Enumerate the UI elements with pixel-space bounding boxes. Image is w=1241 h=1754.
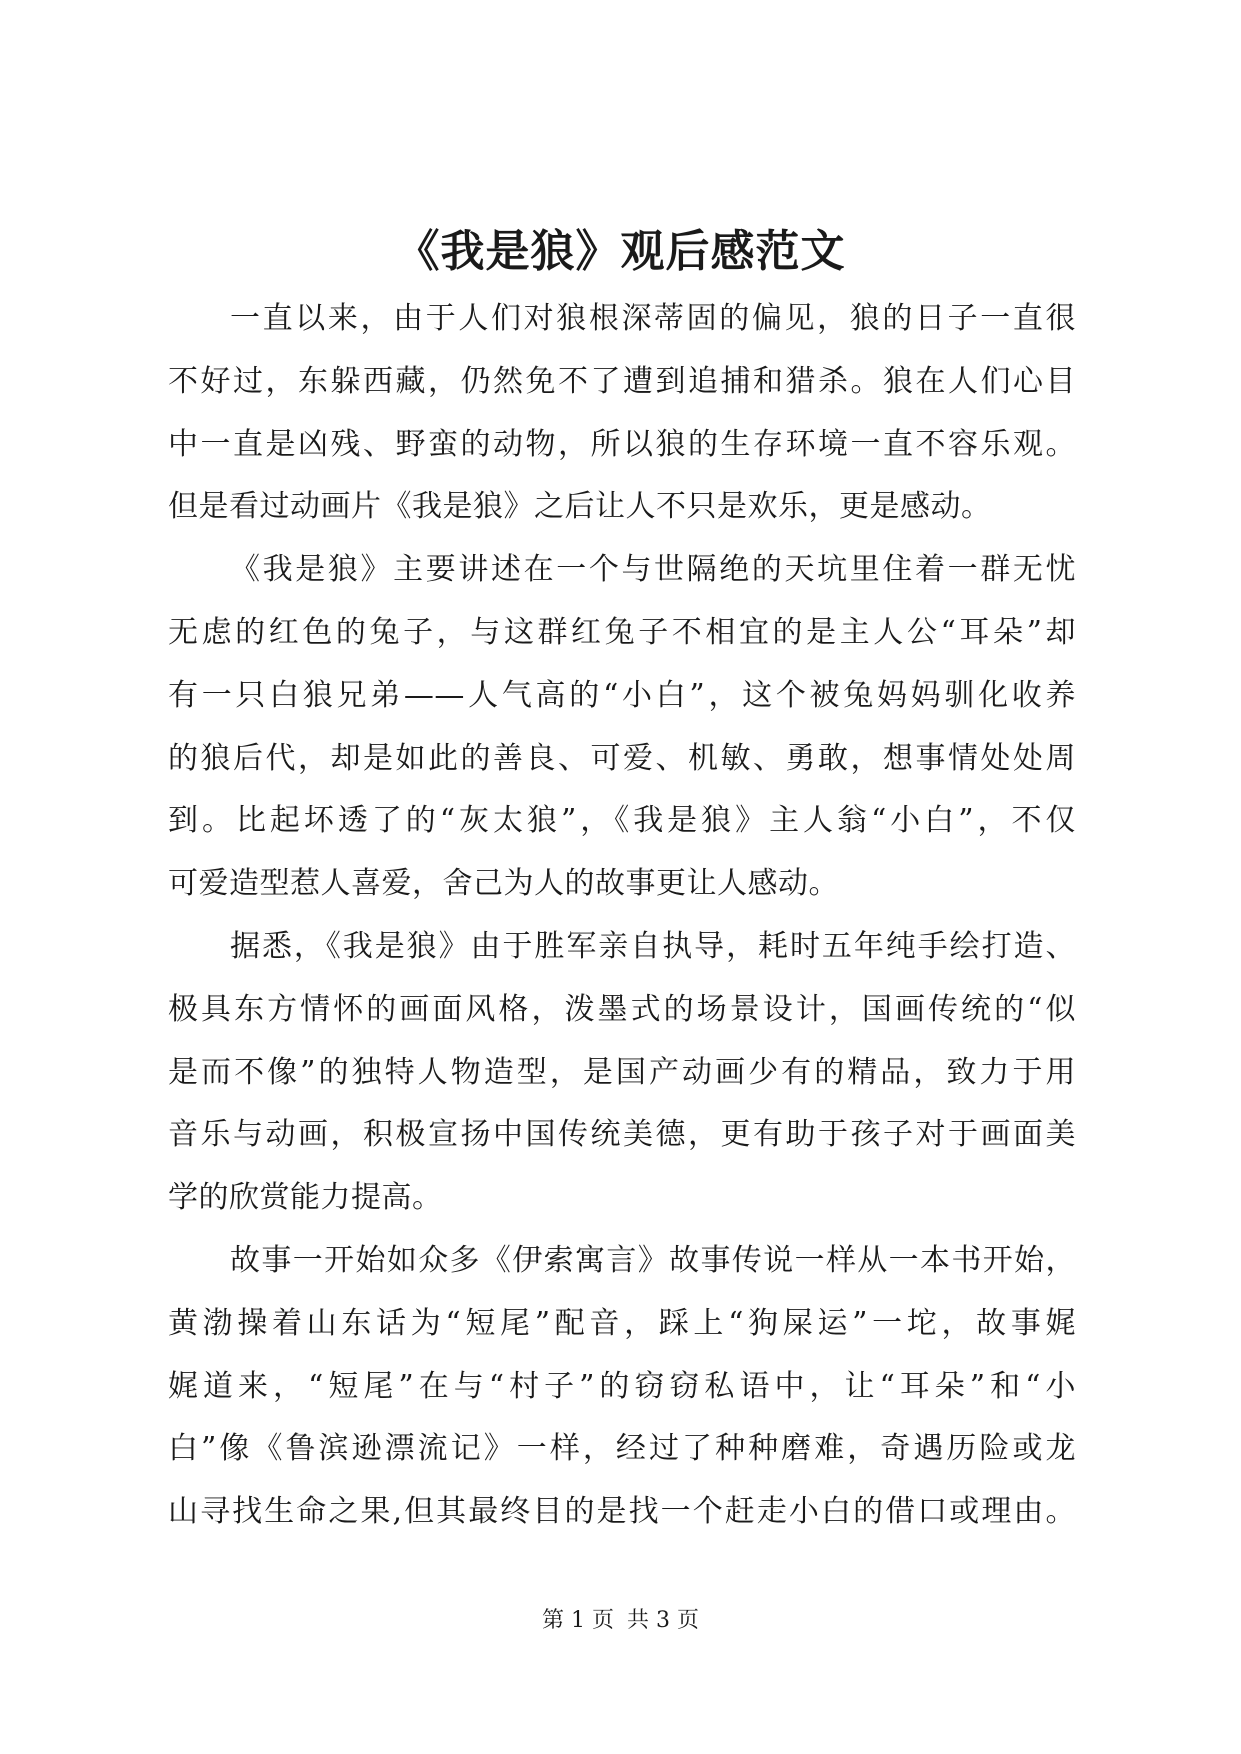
text-line: 《我是狼》主要讲述在一个与世隔绝的天坑里住着一群无忧 [230, 552, 1076, 588]
text-line: 音乐与动画，积极宣扬中国传统美德，更有助于孩子对于画面美 [168, 1117, 1076, 1153]
text-line: 可爱造型惹人喜爱，舍己为人的故事更让人感动。 [168, 866, 839, 902]
document-title: 《我是狼》观后感范文 [395, 226, 846, 277]
text-line: 黄渤操着山东话为“短尾”配音，踩上“狗屎运”一坨，故事娓 [168, 1305, 1076, 1341]
page-number: 第 1 页 [542, 1608, 614, 1633]
text-line: 山寻找生命之果,但其最终目的是找一个赶走小白的借口或理由。 [168, 1494, 1076, 1530]
text-line: 无虑的红色的兔子，与这群红兔子不相宜的是主人公“耳朵”却 [168, 614, 1076, 650]
text-line: 是而不像”的独特人物造型，是国产动画少有的精品，致力于用 [168, 1054, 1076, 1090]
document-body [168, 288, 1076, 1544]
text-line: 中一直是凶残、野蛮的动物，所以狼的生存环境一直不容乐观。 [168, 426, 1076, 462]
text-line: 有一只白狼兄弟——人气高的“小白”，这个被兔妈妈驯化收养 [168, 677, 1076, 713]
text-line: 到。比起坏透了的“灰太狼”，《我是狼》主人翁“小白”，不仅 [168, 803, 1076, 839]
paragraph [168, 916, 1076, 1230]
page-total: 共 3 页 [627, 1608, 699, 1633]
text-line: 的狼后代，却是如此的善良、可爱、机敏、勇敢，想事情处处周 [168, 740, 1076, 776]
text-line: 极具东方情怀的画面风格，泼墨式的场景设计，国画传统的“似 [168, 991, 1076, 1027]
paragraph [168, 539, 1076, 916]
text-line: 娓道来，“短尾”在与“村子”的窃窃私语中，让“耳朵”和“小 [168, 1368, 1076, 1404]
page-footer [0, 1606, 1241, 1636]
text-line: 据悉，《我是狼》由于胜军亲自执导，耗时五年纯手绘打造、 [230, 928, 1076, 964]
text-line: 白”像《鲁滨逊漂流记》一样，经过了种种磨难，奇遇历险或龙 [168, 1431, 1076, 1467]
text-line: 不好过，东躲西藏，仍然免不了遭到追捕和猎杀。狼在人们心目 [168, 363, 1076, 399]
text-line: 但是看过动画片《我是狼》之后让人不只是欢乐，更是感动。 [168, 489, 992, 525]
text-line: 故事一开始如众多《伊索寓言》故事传说一样从一本书开始， [230, 1242, 1076, 1278]
paragraph [168, 288, 1076, 539]
text-line: 学的欣赏能力提高。 [168, 1180, 443, 1216]
text-line: 一直以来，由于人们对狼根深蒂固的偏见，狼的日子一直很 [230, 301, 1076, 336]
paragraph [168, 1230, 1076, 1544]
